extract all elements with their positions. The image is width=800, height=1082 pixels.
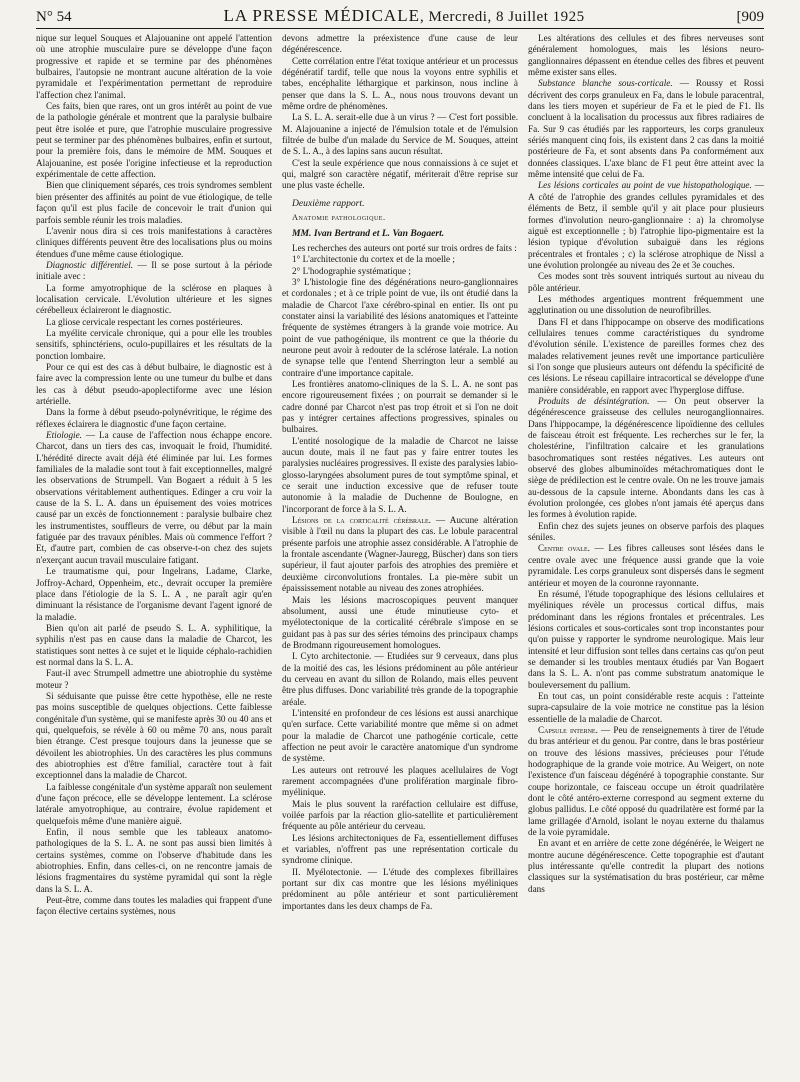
paragraph (36, 226, 272, 260)
paragraph-lead: Lésions de la corticalité cérébrale. (292, 515, 431, 526)
paragraph-text: Deuxième rapport. (292, 197, 365, 209)
paragraph (36, 827, 272, 895)
paragraph (282, 158, 518, 192)
paragraph (528, 78, 764, 180)
page-number: [909 (736, 9, 764, 25)
paragraph (528, 33, 764, 78)
paragraph-text: Enfin chez des sujets jeunes on observe parfois des plaques séniles. (528, 520, 764, 543)
paragraph-text: Faut-il avec Strumpell admettre une abiotrophie du système moteur ? (36, 668, 272, 690)
paragraph (528, 521, 764, 544)
paragraph (36, 362, 272, 407)
article-columns (36, 33, 764, 918)
page-number-value: 909 (741, 9, 764, 25)
issue-number: N° 54 (36, 9, 72, 25)
paragraph-text: — Peu de renseignements à tirer de l'étude du bras antérieur et du genou. Par contre, dans le bras postérieur on trouve des lésions massives, précieuses pour l'étude hodographique de la grande voie motrice. Au Weigert, on note l'existence d'un faisceau dégénéré à topographie constante. Sur coupe horizontale, ce faisceau occupe un étroit quadrilatère dont le côté antéro-externe correspond au segment externe du globus pallidus. Le côté opposé du quadrilatère est formé par la lame grillagée d'Arnold, isolant le noyau externe du thalamus de la voie pyramidale. (528, 724, 764, 838)
paragraph (36, 407, 272, 430)
paragraph (282, 799, 518, 833)
paragraph-lead: Diagnostic différentiel. (46, 259, 134, 270)
paragraph (36, 668, 272, 691)
paragraph-lead: Produits de désintégration. (538, 396, 650, 406)
paragraph (282, 56, 518, 113)
paragraph (528, 396, 764, 521)
paragraph (282, 112, 518, 157)
paragraph (528, 838, 764, 895)
paragraph-text: Dans la forme à début pseudo-polynévritique, le régime des réflexes éclairera le diagnostic d'une façon certaine. (36, 407, 272, 429)
paragraph-lead: Etiologie. (46, 430, 82, 441)
paragraph-text: I. Cyto architectonie. — Etudiées sur 9 cerveaux, dans plus de la moitié des cas, les lésions prédominent au pôle antérieur du cerveau en avant du sillon de Rolando, mais elles peuvent être plus diffuses. Donc variabilité très grande de la topographie aréale. (282, 651, 518, 707)
paragraph-text: Dans FI et dans l'hippocampe on observe des modifications cellulaires tenues comme caractéristiques du syndrome d'évolution sénile. L'existence de pareilles formes chez des malades relativement jeunes revêt une importance particulière si l'on songe que plusieurs auteurs ont défendu la spécificité de ces lésions. Le réseau capillaire intracortical se développe d'une manière considérable, en rapport avec l'hyperglose diffuse. (528, 316, 764, 395)
paragraph-text: L'entité nosologique de la maladie de Charcot ne laisse aucun doute, mais il ne faut pas y faire entrer toutes les paralysies nucléaires progressives. Il existe des paralysies labio-glosso-laryngées absolument pures de tout symptôme spinal, et ce serait une induction excessive que de refuser toute autonomie à la maladie de Duchenne de Boulogne, en l'incorporant de force à la S. L. A. (282, 435, 518, 514)
paragraph (36, 782, 272, 827)
paragraph (528, 317, 764, 396)
paragraph-lead: Capsule interne. (538, 724, 598, 735)
column-right (528, 33, 764, 918)
paragraph-text: Les altérations des cellules et des fibres nerveuses sont généralement homologues, mais les lésions neuro-ganglionnaires dépassent en étendue celles des fibres et peuvent même exister sans elles. (528, 33, 764, 78)
paragraph-text: La forme amyotrophique de la sclérose en plaques à localisation cervicale. L'évolution ultérieure et les signes cérébelleux éclaireront le diagnostic. (36, 282, 272, 316)
paragraph-text: La gliose cervicale respectant les cornes postérieures. (46, 316, 243, 327)
paragraph-text: Peut-être, comme dans toutes les maladies qui frappent d'une façon élective certains systèmes, nous (36, 895, 272, 917)
paragraph-text: devons admettre la préexistence d'une cause de leur dégénérescence. (282, 33, 518, 55)
paragraph-text: La myélite cervicale chronique, qui a pour elle les troubles sensitifs, sphinctériens, oculo-pupillaires et les résultats de la ponction lombaire. (36, 327, 272, 361)
paragraph-text: Ces modes sont très souvent intriqués surtout au niveau du pôle antérieur. (528, 271, 764, 293)
journal-title: LA PRESSE MÉDICALE (223, 6, 420, 25)
paragraph-text: 2° L'hodographie systématique ; (292, 265, 411, 276)
paragraph-text: MM. Ivan Bertrand et L. Van Bogaert. (292, 227, 445, 239)
paragraph (528, 543, 764, 588)
paragraph (36, 691, 272, 782)
paragraph-lead: Centre ovale. (538, 543, 590, 554)
paragraph-text: — La cause de l'affection nous échappe encore. Charcot, dans un tiers des cas, invoquait le froid, l'humidité. L'hérédité directe avait déjà été éliminée par lui. Les formes familiales de la maladie sont tout à fait exceptionnelles, malgré les observations de Strumpell. Van Bogaert a réduit à 5 les observations véritablement authentiques. Edinger a cru voir la cause de la S. L. A. dans un épuisement des voies motrices causé par un excès de fonctionnement : paralysie bulbaire chez les instrumentistes, souffleurs de verre, ou début par la main fatiguée par des travaux pénibles. Mais où commence l'effort ? Et, d'autre part, combien de cas observe-t-on chez des sujets n'exerçant aucun travail musculaire fatigant. (36, 430, 272, 565)
paragraph (528, 180, 764, 271)
paragraph (36, 623, 272, 668)
paragraph-text: Si séduisante que puisse être cette hypothèse, elle ne reste pas moins susceptible de quelques objections. Cette faiblesse congénitale d'un système, qui se manifeste après 30 ou 40 ans et qui, quelquefois, se révèle à 60 ou même 70 ans, nous paraît bien étrange. C'est presque toujours dans la jeunesse que se dévoilent les abiotrophies. Un des caractères les plus communs des abiotrophies est d'être familial, caractère tout à fait exceptionnel dans la maladie de Charcot. (36, 690, 272, 781)
paragraph (36, 33, 272, 101)
paragraph (36, 283, 272, 317)
paragraph (36, 328, 272, 362)
paragraph-text: Les méthodes argentiques montrent fréquemment une agglutination ou une dissolution de neurofibrilles. (528, 293, 764, 316)
paragraph-text: Ces faits, bien que rares, ont un gros intérêt au point de vue de la pathologie générale et montrent que la paralysie bulbaire peut être isolée et pure, que l'atrophie musculaire progressive peut se terminer par des phénomènes bulbaires, enfin et surtout, pour la première fois, dans le mémoire de MM. Souques et Alajouanine, est posée l'origine infectieuse et la reproduction expérimentale de cette affection. (36, 101, 272, 180)
paragraph (282, 228, 518, 239)
paragraph (36, 317, 272, 328)
paragraph-text: La faiblesse congénitale d'un système apparaît non seulement d'une façon précoce, elle se développe lentement. La sclérose latérale amyotrophique, au contraire, évolue rapidement et quelquefois même d'une manière aiguë. (36, 781, 272, 826)
paragraph (528, 725, 764, 838)
paragraph-text: — Aucune altération visible à l'œil nu dans la plupart des cas. Le lobule paracentral présente parfois une atrophie assez considérable. A l'atrophie de la frontale ascendante (Wagner-Jauregg, Büscher) dans son tiers supérieur, il faut ajouter parfois des atrophies des première et deuxième circonvolutions frontales. La pie-mère subit un épaississement notable au niveau des zones atrophiées. (282, 515, 518, 594)
paragraph-text: En tout cas, un point considérable reste acquis : l'atteinte supra-capsulaire de la voie motrice ne constitue pas la lésion essentielle de la maladie de Charcot. (528, 690, 764, 724)
paragraph (282, 765, 518, 799)
paragraph-text: II. Myélotectonie. — L'étude des complexes fibrillaires portant sur dix cas montre que les lésions myéliniques prédominent au pôle antérieur et sont particulièrement importantes dans les deux champs de Fa. (282, 866, 518, 911)
paragraph (528, 271, 764, 294)
paragraph (282, 833, 518, 867)
page-header (36, 6, 764, 29)
paragraph-text: Mais le plus souvent la raréfaction cellulaire est diffuse, voilée parfois par la réaction glio-satellite et particulièrement fréquente au pôle antérieur du cerveau. (282, 798, 518, 832)
paragraph-text: Les lésions architectoniques de Fa, essentiellement diffuses et variables, n'offrent pas une représentation corticale du syndrome clinique. (282, 832, 518, 866)
paragraph-text: Le traumatisme qui, pour Ingelrans, Ladame, Clarke, Joffroy-Achard, Oppenheim, etc., devrait occuper la première place dans l'étiologie de la S. L. A , ne paraît agir qu'en diminuant la résistance de l'organisme devant l'agent ignoré de la maladie. (36, 566, 272, 622)
masthead (223, 6, 584, 27)
paragraph-text: — Les fibres calleuses sont lésées dans le centre ovale avec une fréquence aussi grande que la voie pyramidale. Les corps granuleux sont dispersés dans le segment antérieur et moyen de la couronne rayonnante. (528, 543, 764, 588)
paragraph (36, 566, 272, 623)
paragraph-text: L'intensité en profondeur de ces lésions est aussi anarchique qu'en surface. Cette variabilité montre que même si on admet pour la maladie de Charcot une pathogénie corticale, cette affection ne peut avoir le caractère anatomique d'un syndrome de système. (282, 707, 518, 764)
paragraph (282, 277, 518, 379)
paragraph (36, 101, 272, 180)
paragraph-text: Enfin, il nous semble que les tableaux anatomo-pathologiques de la S. L. A. ne sont pas aussi bien limités à certains systèmes, comme on l'observe d'habitude dans les abiotrophies. Enfin, dans celles-ci, on ne rencontre jamais de lésions fragmentaires du système pyramidal qui sont la règle dans la S. L. A. (36, 827, 272, 894)
paragraph (36, 260, 272, 283)
paragraph-text: Bien qu'on ait parlé de pseudo S. L. A. syphilitique, la syphilis n'est pas en cause dans la maladie de Charcot, les statistiques sont nettes à ce sujet et le liquide céphalo-rachidien est normal dans la S. L. A. (36, 622, 272, 667)
paragraph-text: Pour ce qui est des cas à début bulbaire, le diagnostic est à faire avec la compression lente ou une tumeur du bulbe et dans les cas à début pseudo-apoplectiforme avec une lésion artérielle. (36, 361, 272, 406)
paragraph-text: Bien que cliniquement séparés, ces trois syndromes semblent bien présenter des affinités au point de vue étiologique, de telle façon qu'il est plus facile de concevoir le trait d'union qui parfois semble réunir les trois maladies. (36, 180, 272, 225)
column-left (36, 33, 272, 918)
paragraph-text: 1° L'architectonie du cortex et de la moelle ; (292, 254, 455, 265)
paragraph (282, 651, 518, 708)
paragraph (36, 180, 272, 225)
paragraph-text: En avant et en arrière de cette zone dégénérée, le Weigert ne montre aucune dégénérescence. Cette topographie est d'autant plus intéressante qu'elle contredit la plupart des notions classiques sur la systématisation du bras postérieur, car même dans (528, 838, 764, 894)
paragraph (282, 33, 518, 56)
column-middle (282, 33, 518, 918)
paragraph (282, 379, 518, 436)
paragraph (528, 589, 764, 691)
paragraph (36, 430, 272, 566)
paragraph (282, 595, 518, 652)
paragraph (282, 867, 518, 912)
paragraph-text: — On peut observer la dégénérescence graisseuse des cellules neuroganglionnaires. Dans l'hippocampe, la dégénérescence lipoïdienne des cellules de faisceau étroit est fréquente. Les recherches sur le fer, la cholestérine, l'infiltration calcaire et les granulations basochromatiques sont restées négatives. Les auteurs ont observé des globes albuminoïdes métachromatiques dont le siège de prédilection est le centre ovale. On ne les trouve jamais au-dessous de la capsule interne. Abondants dans les cas à évolution prolongée, ces globes n'ont jamais été aperçus dans les formes à évolution rapide. (528, 396, 765, 520)
paragraph-text: Mais les lésions macroscopiques peuvent manquer absolument, aussi une étude minutieuse cyto- et myélotectonique de la corticalité cérébrale s'impose en se guidant pas à pas sur des séries témoins des principaux champs de Brodmann rigoureusement homologues. (282, 594, 518, 650)
paragraph (528, 294, 764, 317)
paragraph-text: En résumé, l'étude topographique des lésions cellulaires et myéliniques révèle un processus cortical diffus, mais prédominant dans les régions frontales et précentrales. Les lésions corticales et sous-corticales sont trop inconstantes pour qu'on puisse y rapporter le syndrome neurologique. Mais leur intensité et leur diffusion sont telles dans certains cas qu'on peut se demander si les troubles mentaux étudiés par Van Bogaert dans la S. L. A. n'ont pas comme substratum anatomique le bouleversement du pallium. (528, 588, 764, 690)
paragraph-text: — Il se pose surtout à la période initiale avec : (36, 259, 272, 282)
paragraph (282, 515, 518, 594)
paragraph-text: L'avenir nous dira si ces trois manifestations à caractères cliniques différents peuvent être des localisations plus ou moins étendues d'une même cause étiologique. (36, 225, 272, 259)
paragraph-text: — A côté de l'atrophie des grandes cellules pyramidales et des éléments de Betz, il semble qu'il y ait place pour plusieurs formes d'involution neuro-ganglionnaire : a) la chromolyse aiguë est exceptionnelle ; b) l'atrophie lipo-pigmentaire est la lésion typique d'évolution subaiguë dans les régions précentrales et frontales ; c) la sclérose atrophique de Nissl a une évolution prolongée au niveau des 2e et 3e couches. (528, 180, 765, 270)
paragraph-text: 3° L'histologie fine des dégénérations neuro-ganglionnaires et cordonales ; et à ce triple point de vue, ils ont étudié dans la maladie de Charcot l'axe cérébro-spinal en entier. Ils ont pu constater ainsi la variabilité des lésions anatomiques et l'atteinte fréquente de systèmes étrangers à la grande voie motrice. Au point de vue pathogénique, ils montrent ce que la théorie du neurone peut avoir à redouter de la sclérose latérale. La notion de synapse telle que l'entend Sherrington leur a semblé au contraire d'une importance capitale. (282, 276, 518, 378)
paragraph-text: Anatomie pathologique. (292, 213, 386, 223)
paragraph-text: Cette corrélation entre l'état toxique antérieur et un processus dégénératif tardif, telle que nous la voyons entre syphilis et tabes, encéphalite léthargique et parkinson, nous incline à penser que dans la S. L. A., nous nous trouvons devant un même ordre de phénomènes. (282, 55, 518, 112)
paragraph-text: La S. L. A. serait-elle due à un virus ? — C'est fort possible. M. Alajouanine a injecté de l'émulsion totale et de l'émulsion filtrée de bulbe d'un malade du Service de M. Souques, atteint de S. L. A., à des lapins sans aucun résultat. (282, 112, 518, 157)
paragraph-text: C'est la seule expérience que nous connaissions à ce sujet et qui, malgré son caractère négatif, mériterait d'être reprise sur une plus vaste échelle. (282, 157, 518, 191)
paragraph-text: Les auteurs ont retrouvé les plaques acellulaires de Vogt rarement accompagnées d'une prolifération marginale fibro-myélinique. (282, 764, 518, 798)
paragraph (282, 198, 518, 209)
paragraph (528, 691, 764, 725)
paragraph-text: Les frontières anatomo-cliniques de la S. L. A. ne sont pas encore rigoureusement fixées ; on pourrait se demander si le cadre donné par Charcot n'est pas trop étroit et si l'on ne doit pas y intégrer certaines affections progressives, spinales ou bulbaires. (282, 378, 518, 435)
paragraph (282, 436, 518, 515)
paragraph-lead: Les lésions corticales au point de vue histopathologique. (538, 180, 752, 191)
paragraph (282, 243, 518, 254)
paragraph (282, 708, 518, 765)
paragraph-lead: Substance blanche sous-corticale. (538, 78, 673, 89)
paragraph-text: Les recherches des auteurs ont porté sur trois ordres de faits : (292, 242, 517, 253)
paragraph (282, 266, 518, 277)
paragraph-text: nique sur lequel Souques et Alajouanine ont appelé l'attention où une atrophie musculaire pure se développe d'une façon progressive et rapide et se termine par des phénomènes bulbaires, l'autopsie ne montrant aucune altération de la voie pyramidale et l'expérimentation permettant de reproduire l'affection chez l'animal. (36, 33, 272, 100)
issue-date: , Mercredi, 8 Juillet 1925 (419, 9, 585, 25)
paragraph (36, 895, 272, 918)
paragraph-text: — Roussy et Rossi décrivent des corps granuleux en Fa, dans le lobule paracentral, dans les tiers moyen et supérieur de Fa et le pied de F1. Ils concluent à la localisation du processus aux fibres radiaires de Fa. Sur 9 cas étudiés par les rapporteurs, les corps granuleux sériés manquent cinq fois, ils existent dans 2 cas dans la moitié postérieure de Fa, et sont absents dans Pa conformément aux données classiques. L'axe blanc de F1 peut être atteint avec la même intensité que celui de Fa. (528, 78, 764, 180)
paragraph (282, 212, 518, 223)
paragraph (282, 254, 518, 265)
